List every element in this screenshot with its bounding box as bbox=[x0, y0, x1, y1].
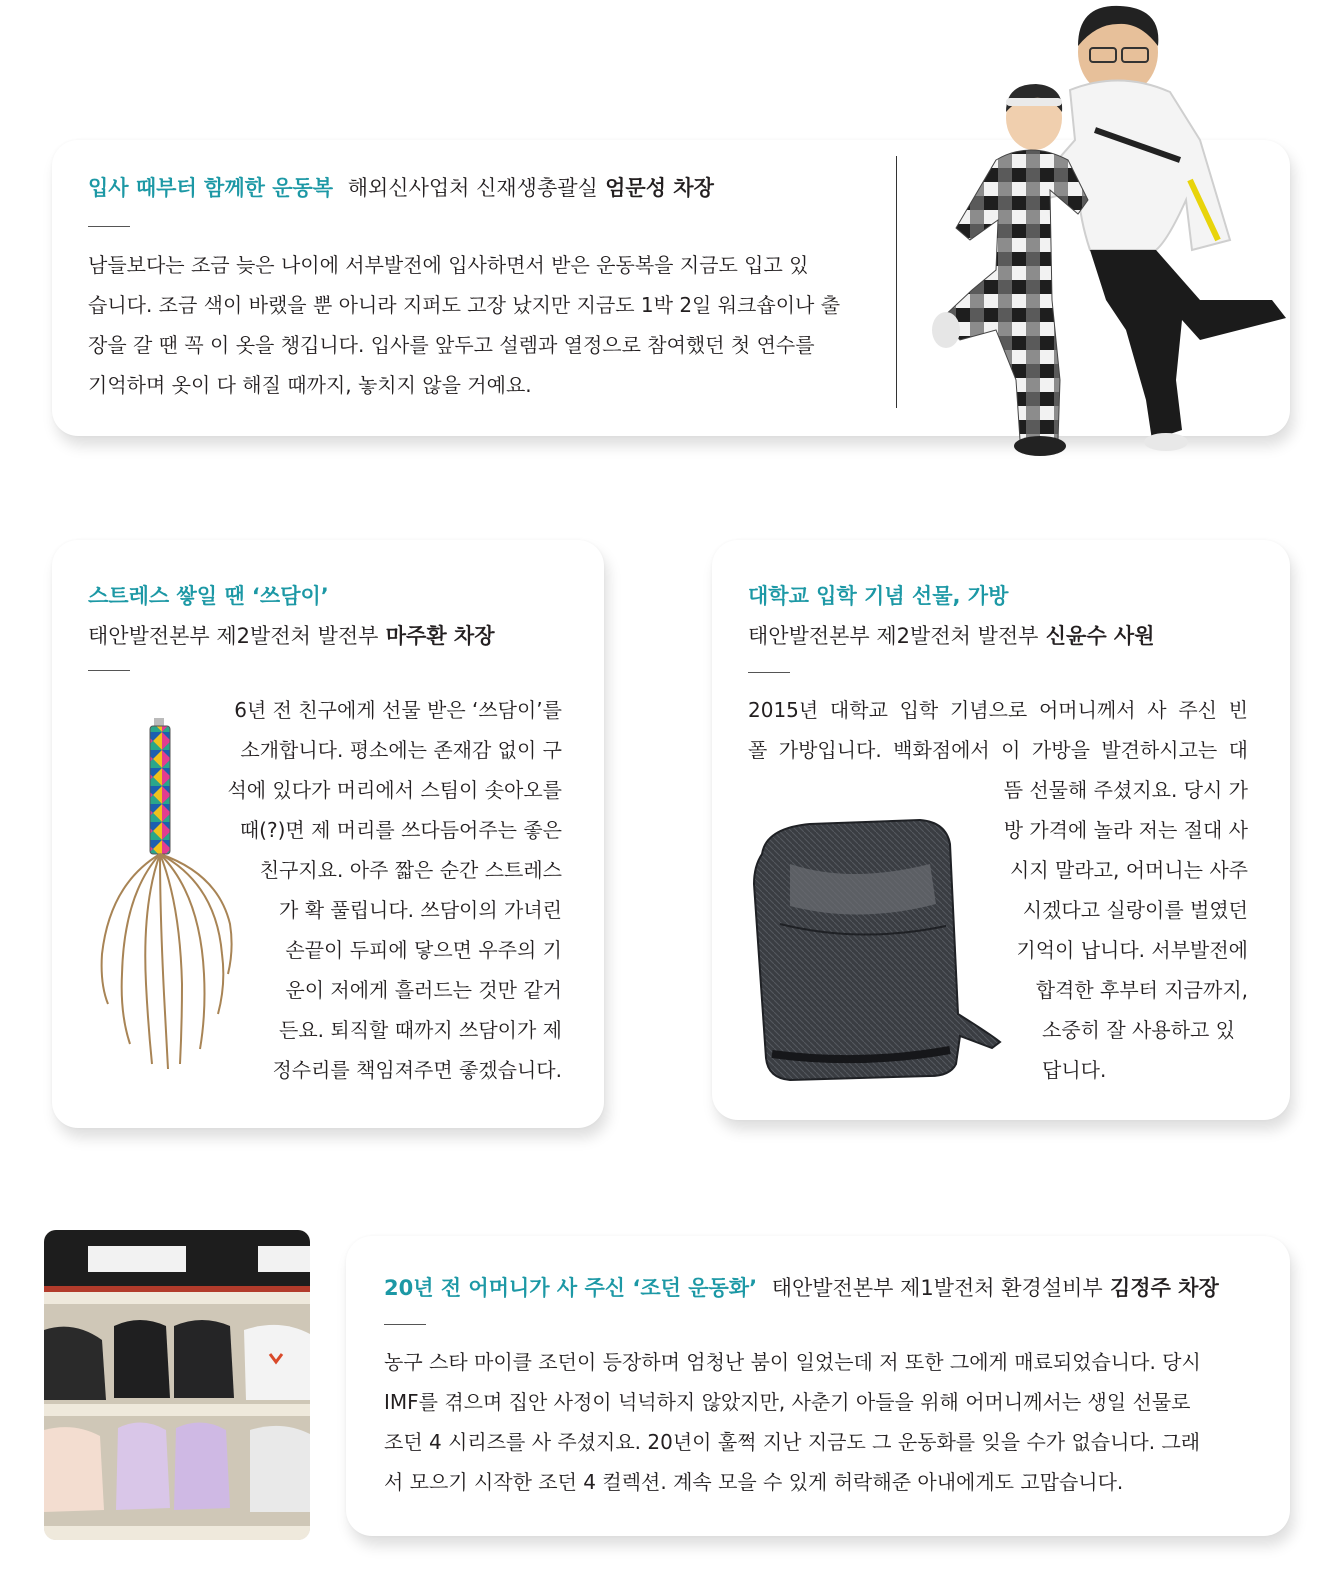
jordan-sneakers-photo bbox=[44, 1230, 310, 1540]
text-line: 소개합니다. 평소에는 존재감 없이 구 bbox=[240, 738, 562, 762]
text-line: 방 가격에 놀라 저는 절대 사 bbox=[1003, 818, 1248, 842]
title-divider bbox=[384, 1324, 426, 1325]
text-line: 정수리를 책임져주면 좋겠습니다. bbox=[272, 1058, 562, 1082]
title-divider bbox=[748, 672, 790, 673]
text-line: 든요. 퇴직할 때까지 쓰담이가 제 bbox=[279, 1018, 562, 1042]
story-department: 태안발전본부 제2발전처 발전부 bbox=[748, 624, 1039, 648]
text-line: 친구지요. 아주 짧은 순간 스트레스 bbox=[259, 858, 562, 882]
story-heading-jordan bbox=[384, 1272, 1219, 1302]
story-title: 20년 전 어머니가 사 주신 ‘조던 운동화’ bbox=[384, 1276, 758, 1300]
story-heading-tracksuit bbox=[88, 172, 714, 202]
vertical-divider bbox=[896, 156, 897, 408]
story-department: 태안발전본부 제1발전처 환경설비부 bbox=[771, 1276, 1103, 1300]
title-divider bbox=[88, 226, 130, 227]
text-line: 합격한 후부터 지금까지, bbox=[1035, 978, 1248, 1002]
story-author: 마주환 차장 bbox=[385, 624, 495, 648]
title-divider bbox=[88, 670, 130, 671]
story-author: 엄문성 차장 bbox=[605, 176, 714, 200]
story-body bbox=[200, 690, 562, 1090]
text-line: 폴 가방입니다. 백화점에서 이 가방을 발견하시고는 대 bbox=[748, 738, 1248, 762]
father-and-child-photo bbox=[900, 0, 1300, 460]
text-line: 답니다. bbox=[1042, 1058, 1107, 1082]
story-byline bbox=[748, 620, 1155, 650]
text-line: 소중히 잘 사용하고 있 bbox=[1042, 1018, 1235, 1042]
text-line: IMF를 겪으며 집안 사정이 넉넉하지 않았지만, 사춘기 아들을 위해 어머니께서는 생일 선물로 bbox=[384, 1390, 1191, 1414]
story-body bbox=[384, 1342, 1250, 1502]
text-line: 때(?)면 제 머리를 쓰다듬어주는 좋은 bbox=[239, 818, 562, 842]
text-line: 장을 갈 땐 꼭 이 옷을 챙깁니다. 입사를 앞두고 설렘과 열정으로 참여했던 첫 연수를 bbox=[88, 333, 815, 357]
text-line: 기억이 납니다. 서부발전에 bbox=[1016, 938, 1248, 962]
story-department: 태안발전본부 제2발전처 발전부 bbox=[88, 624, 379, 648]
story-author: 김정주 차장 bbox=[1110, 1276, 1219, 1300]
text-line: 서 모으기 시작한 조던 4 컬렉션. 계속 모을 수 있게 허락해준 아내에게도 고맙습니다. bbox=[384, 1470, 1124, 1494]
story-title: 입사 때부터 함께한 운동복 bbox=[88, 176, 334, 200]
text-line: 석에 있다가 머리에서 스팀이 솟아오를 bbox=[227, 778, 562, 802]
text-line: 가 확 풀립니다. 쓰담이의 가녀린 bbox=[279, 898, 562, 922]
text-line: 손끝이 두피에 닿으면 우주의 기 bbox=[285, 938, 562, 962]
text-line: 남들보다는 조금 늦은 나이에 서부발전에 입사하면서 받은 운동복을 지금도 입고 있 bbox=[88, 253, 809, 277]
story-department: 해외신사업처 신재생총괄실 bbox=[347, 176, 598, 200]
text-line: 뜸 선물해 주셨지요. 당시 가 bbox=[1003, 778, 1248, 802]
text-line: 시지 말라고, 어머니는 사주 bbox=[1010, 858, 1248, 882]
story-title: 스트레스 쌓일 땐 ‘쓰담이’ bbox=[88, 584, 329, 608]
story-body-wrapped bbox=[900, 770, 1248, 1090]
story-byline bbox=[88, 620, 495, 650]
story-body bbox=[88, 245, 868, 405]
text-line: 시겠다고 실랑이를 벌였던 bbox=[1022, 898, 1248, 922]
story-body-top bbox=[748, 690, 1248, 770]
text-line: 기억하며 옷이 다 해질 때까지, 놓치지 않을 거예요. bbox=[88, 373, 532, 397]
story-title: 대학교 입학 기념 선물, 가방 bbox=[748, 584, 1009, 608]
text-line: 운이 저에게 흘러드는 것만 같거 bbox=[285, 978, 562, 1002]
story-author: 신윤수 사원 bbox=[1045, 624, 1155, 648]
text-line: 6년 전 친구에게 선물 받은 ‘쓰담이’를 bbox=[234, 698, 562, 722]
text-line: 습니다. 조금 색이 바랬을 뿐 아니라 지퍼도 고장 났지만 지금도 1박 2일 워크숍이나 출 bbox=[88, 293, 841, 317]
text-line: 2015년 대학교 입학 기념으로 어머니께서 사 주신 빈 bbox=[748, 698, 1248, 722]
text-line: 조던 4 시리즈를 사 주셨지요. 20년이 훌쩍 지난 지금도 그 운동화를 잊을 수가 없습니다. 그래 bbox=[384, 1430, 1201, 1454]
text-line: 농구 스타 마이클 조던이 등장하며 엄청난 붐이 일었는데 저 또한 그에게 매료되었습니다. 당시 bbox=[384, 1350, 1201, 1374]
